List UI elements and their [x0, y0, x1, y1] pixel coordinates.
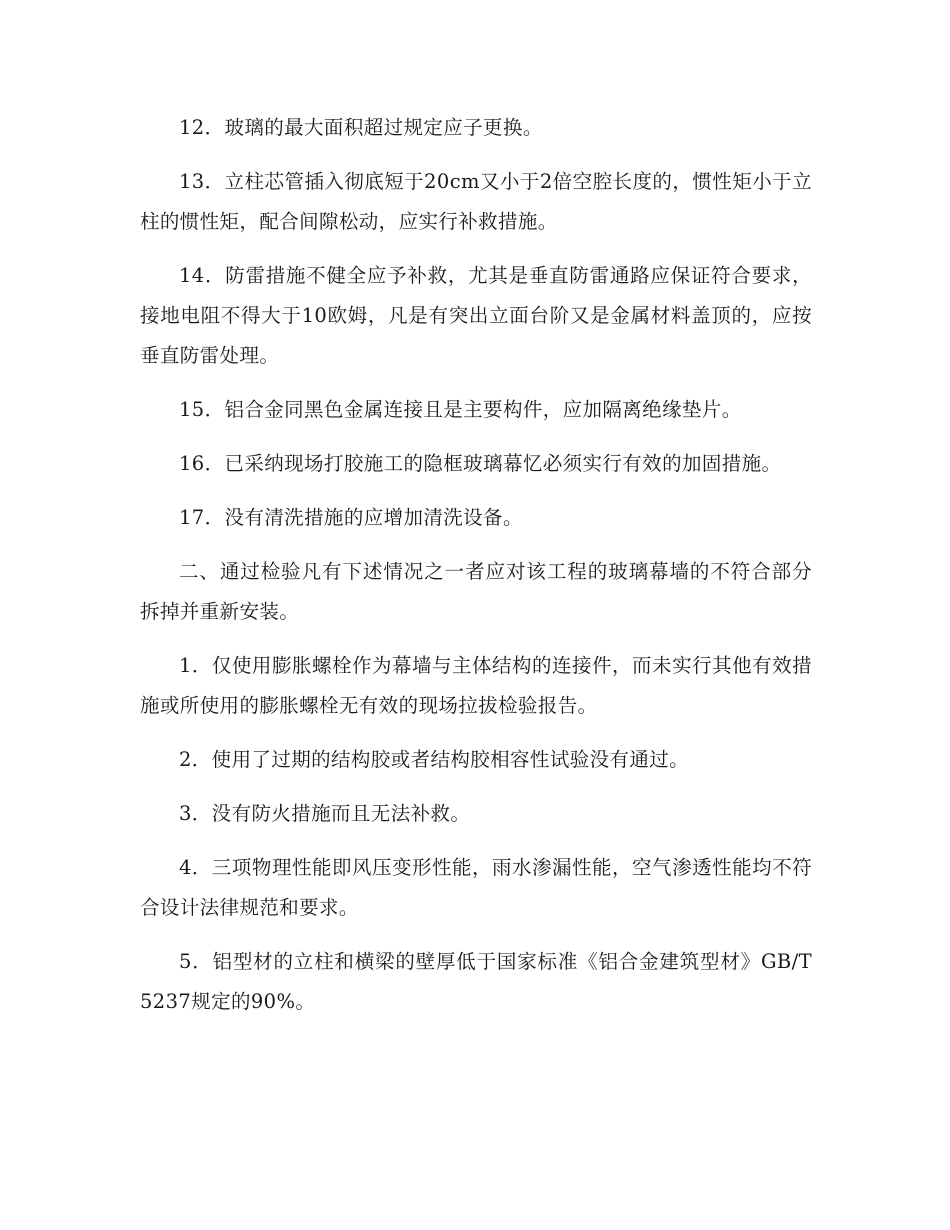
paragraph-item-15: 15．铝合金同黑色金属连接且是主要构件，应加隔离绝缘垫片。: [179, 398, 742, 421]
paragraph-item-14: 14．防雷措施不健全应予补救，尤其是垂直防雷通路应保证符合要求，接地电阻不得大于10欧姆，凡是有突出立面台阶又是金属材料盖顶的，应按垂直防雷处理。: [140, 264, 812, 367]
paragraph-item-16: 16．已采纳现场打胶施工的隐框玻璃幕忆必须实行有效的加固措施。: [179, 452, 782, 475]
paragraph-item-1: 1．仅使用膨胀螺栓作为幕墙与主体结构的连接件，而未实行其他有效措施或所使用的膨胀螺栓无有效的现场拉拔检验报告。: [140, 654, 812, 717]
paragraph-item-4: 4．三项物理性能即风压变形性能，雨水渗漏性能，空气渗透性能均不符合设计法律规范和要求。: [140, 856, 812, 919]
paragraph-item-3: 3．没有防火措施而且无法补救。: [179, 802, 471, 825]
paragraph-item-17: 17．没有清洗措施的应增加清洗设备。: [179, 506, 523, 529]
section-heading-two: 二、通过检验凡有下述情况之一者应对该工程的玻璃幕墙的不符合部分拆掉并重新安装。: [140, 560, 812, 623]
paragraph-item-5: 5．铝型材的立柱和横梁的壁厚低于国家标准《铝合金建筑型材》GB/T5237规定的90%。: [140, 950, 812, 1013]
paragraph-item-13: 13．立柱芯管插入彻底短于20cm又小于2倍空腔长度的，惯性矩小于立柱的惯性矩，配合间隙松动，应实行补救措施。: [140, 170, 812, 233]
paragraph-item-12: 12．玻璃的最大面积超过规定应子更换。: [179, 116, 543, 139]
document-body: [140, 108, 812, 1036]
paragraph-item-2: 2．使用了过期的结构胶或者结构胶相容性试验没有通过。: [179, 748, 690, 771]
